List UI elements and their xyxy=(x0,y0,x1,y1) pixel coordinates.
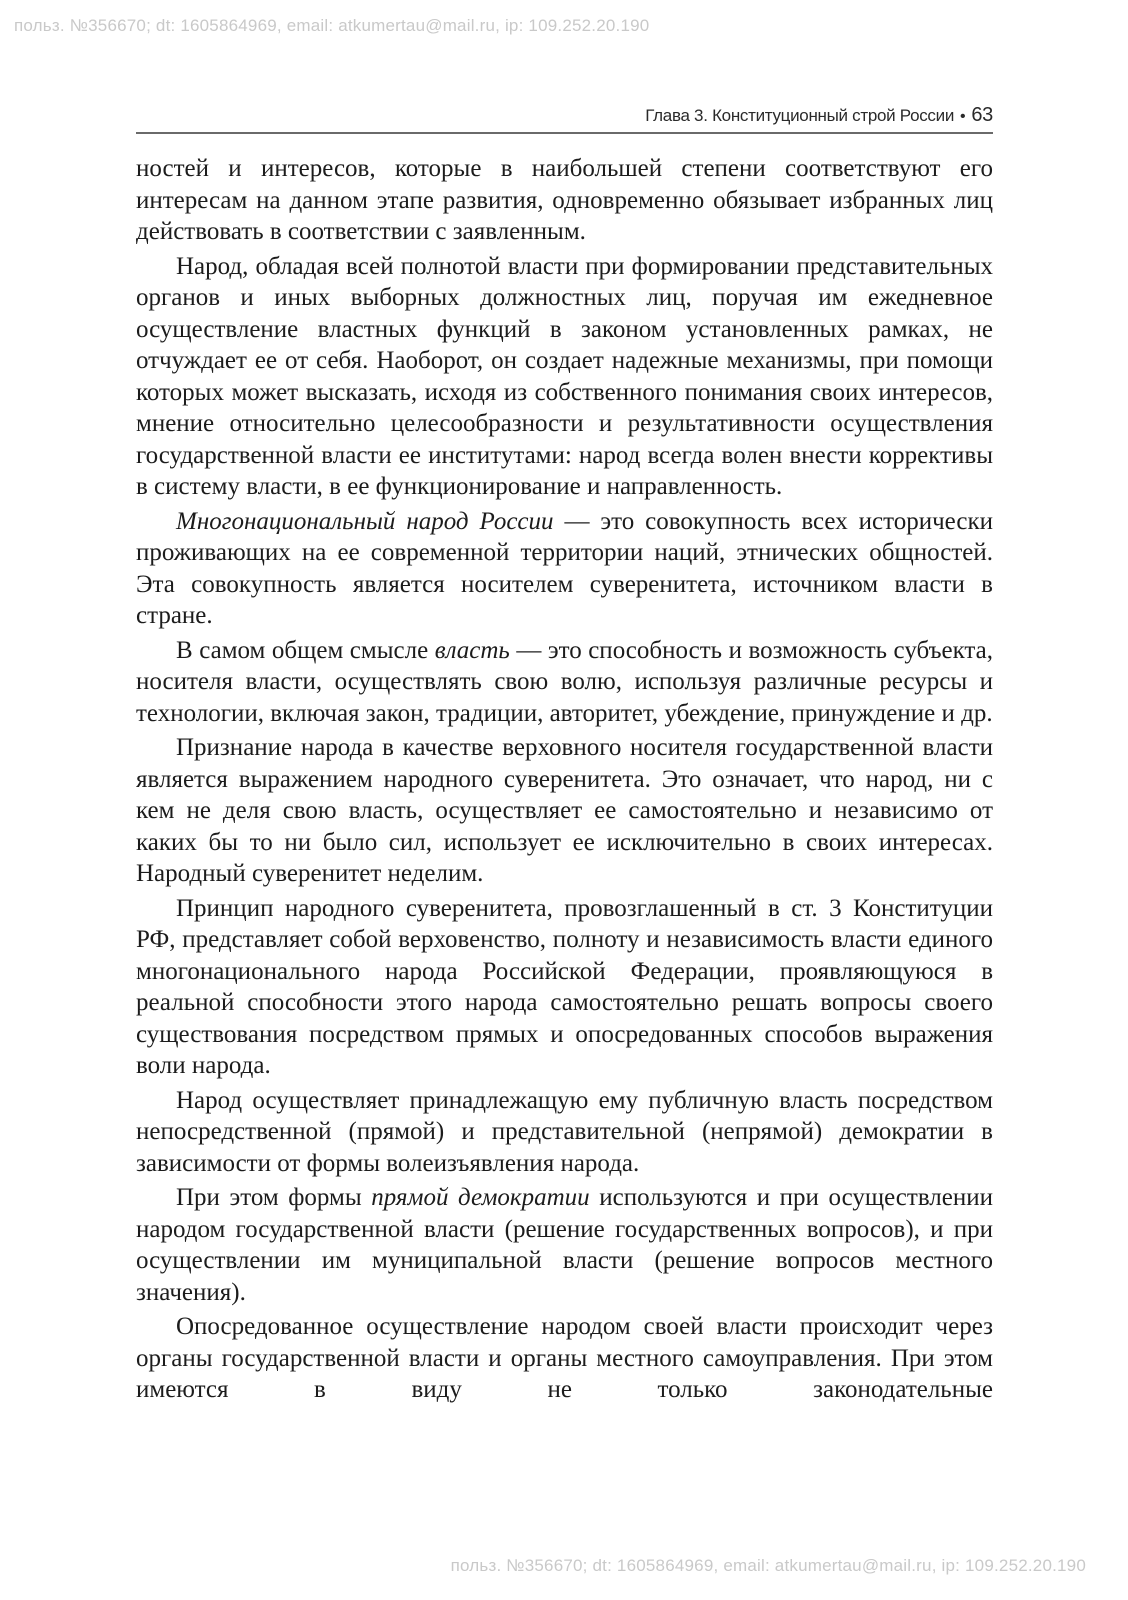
paragraph-3 xyxy=(136,506,993,632)
paragraph-8-after: используются и при осуществлении народом государственной власти (решение государственных вопросов), и при осуществлении им муниципальной власти (решение вопросов местного значения). xyxy=(136,1184,994,1306)
page-number: 63 xyxy=(971,104,993,126)
term-italic: прямой демократии xyxy=(371,1184,590,1211)
paragraph-6: Принцип народного суверенитета, провозглашенный в ст. 3 Конституции РФ, представляет собой верховенство, полноту и независимость власти единого многонационального народа Российской Федерации, проявляющуюся в реальной способности этого народа самостоятельно решать вопросы своего существования посредством прямых и опосредованных способов выражения воли народа. xyxy=(136,894,993,1079)
running-header xyxy=(136,104,993,127)
watermark-bottom: польз. №356670; dt: 1605864969, email: atkumertau@mail.ru, ip: 109.252.20.190 xyxy=(450,1556,1086,1575)
paragraph-8 xyxy=(136,1182,993,1308)
paragraph-8-before: При этом формы xyxy=(176,1184,372,1211)
bullet-separator: • xyxy=(960,108,966,125)
term-italic: власть xyxy=(434,636,510,664)
watermark-top: польз. №356670; dt: 1605864969, email: atkumertau@mail.ru, ip: 109.252.20.190 xyxy=(14,16,650,35)
paragraph-3-text: — это совокупность всех исторически проживающих на ее современной территории наций, этнических общностей. Эта совокупность является носителем суверенитета, источником власти в стране. xyxy=(136,507,993,629)
body-text xyxy=(136,153,993,1409)
term-italic: Многонациональный народ России xyxy=(176,507,554,535)
paragraph-2: Народ, обладая всей полнотой власти при формировании представительных органов и иных выборных должностных лиц, поручая им ежедневное осуществление властных функций в законом установленных рамках, не отчуждает ее от себя. Наоборот, он создает надежные механизмы, при помощи которых может высказать, исходя из собственного понимания своих интересов, мнение относительно целесообразности и результативности осуществления государственной власти ее институтами: народ всегда волен внести коррективы в систему власти, в ее функционирование и направленность. xyxy=(136,252,993,500)
paragraph-7: Народ осуществляет принадлежащую ему публичную власть посредством непосредственной (прямой) и представительной (непрямой) демократии в зависимости от формы волеизъявления народа. xyxy=(136,1086,993,1177)
paragraph-1: ностей и интересов, которые в наибольшей степени соответствуют его интересам на данном этапе развития, одновременно обязывает избранных лиц действовать в соответствии с заявленным. xyxy=(136,155,993,245)
paragraph-4 xyxy=(136,635,993,730)
paragraph-9: Опосредованное осуществление народом своей власти происходит через органы государственной власти и органы местного самоуправления. При этом имеются в виду не только законодательные xyxy=(136,1313,993,1403)
paragraph-4-before: В самом общем смысле xyxy=(176,636,435,664)
chapter-title: Глава 3. Конституционный строй России xyxy=(645,106,955,125)
paragraph-4-after: — это способность и возможность субъекта, носителя власти, осуществлять свою волю, используя различные ресурсы и технологии, включая закон, традиции, авторитет, убеждение, принуждение и др. xyxy=(136,636,994,727)
paragraph-5: Признание народа в качестве верховного носителя государственной власти является выражением народного суверенитета. Это означает, что народ, ни с кем не деля свою власть, осуществляет ее самостоятельно и независимо от каких бы то ни было сил, использует ее исключительно в своих интересах. Народный суверенитет неделим. xyxy=(136,734,993,887)
header-rule xyxy=(136,132,993,134)
